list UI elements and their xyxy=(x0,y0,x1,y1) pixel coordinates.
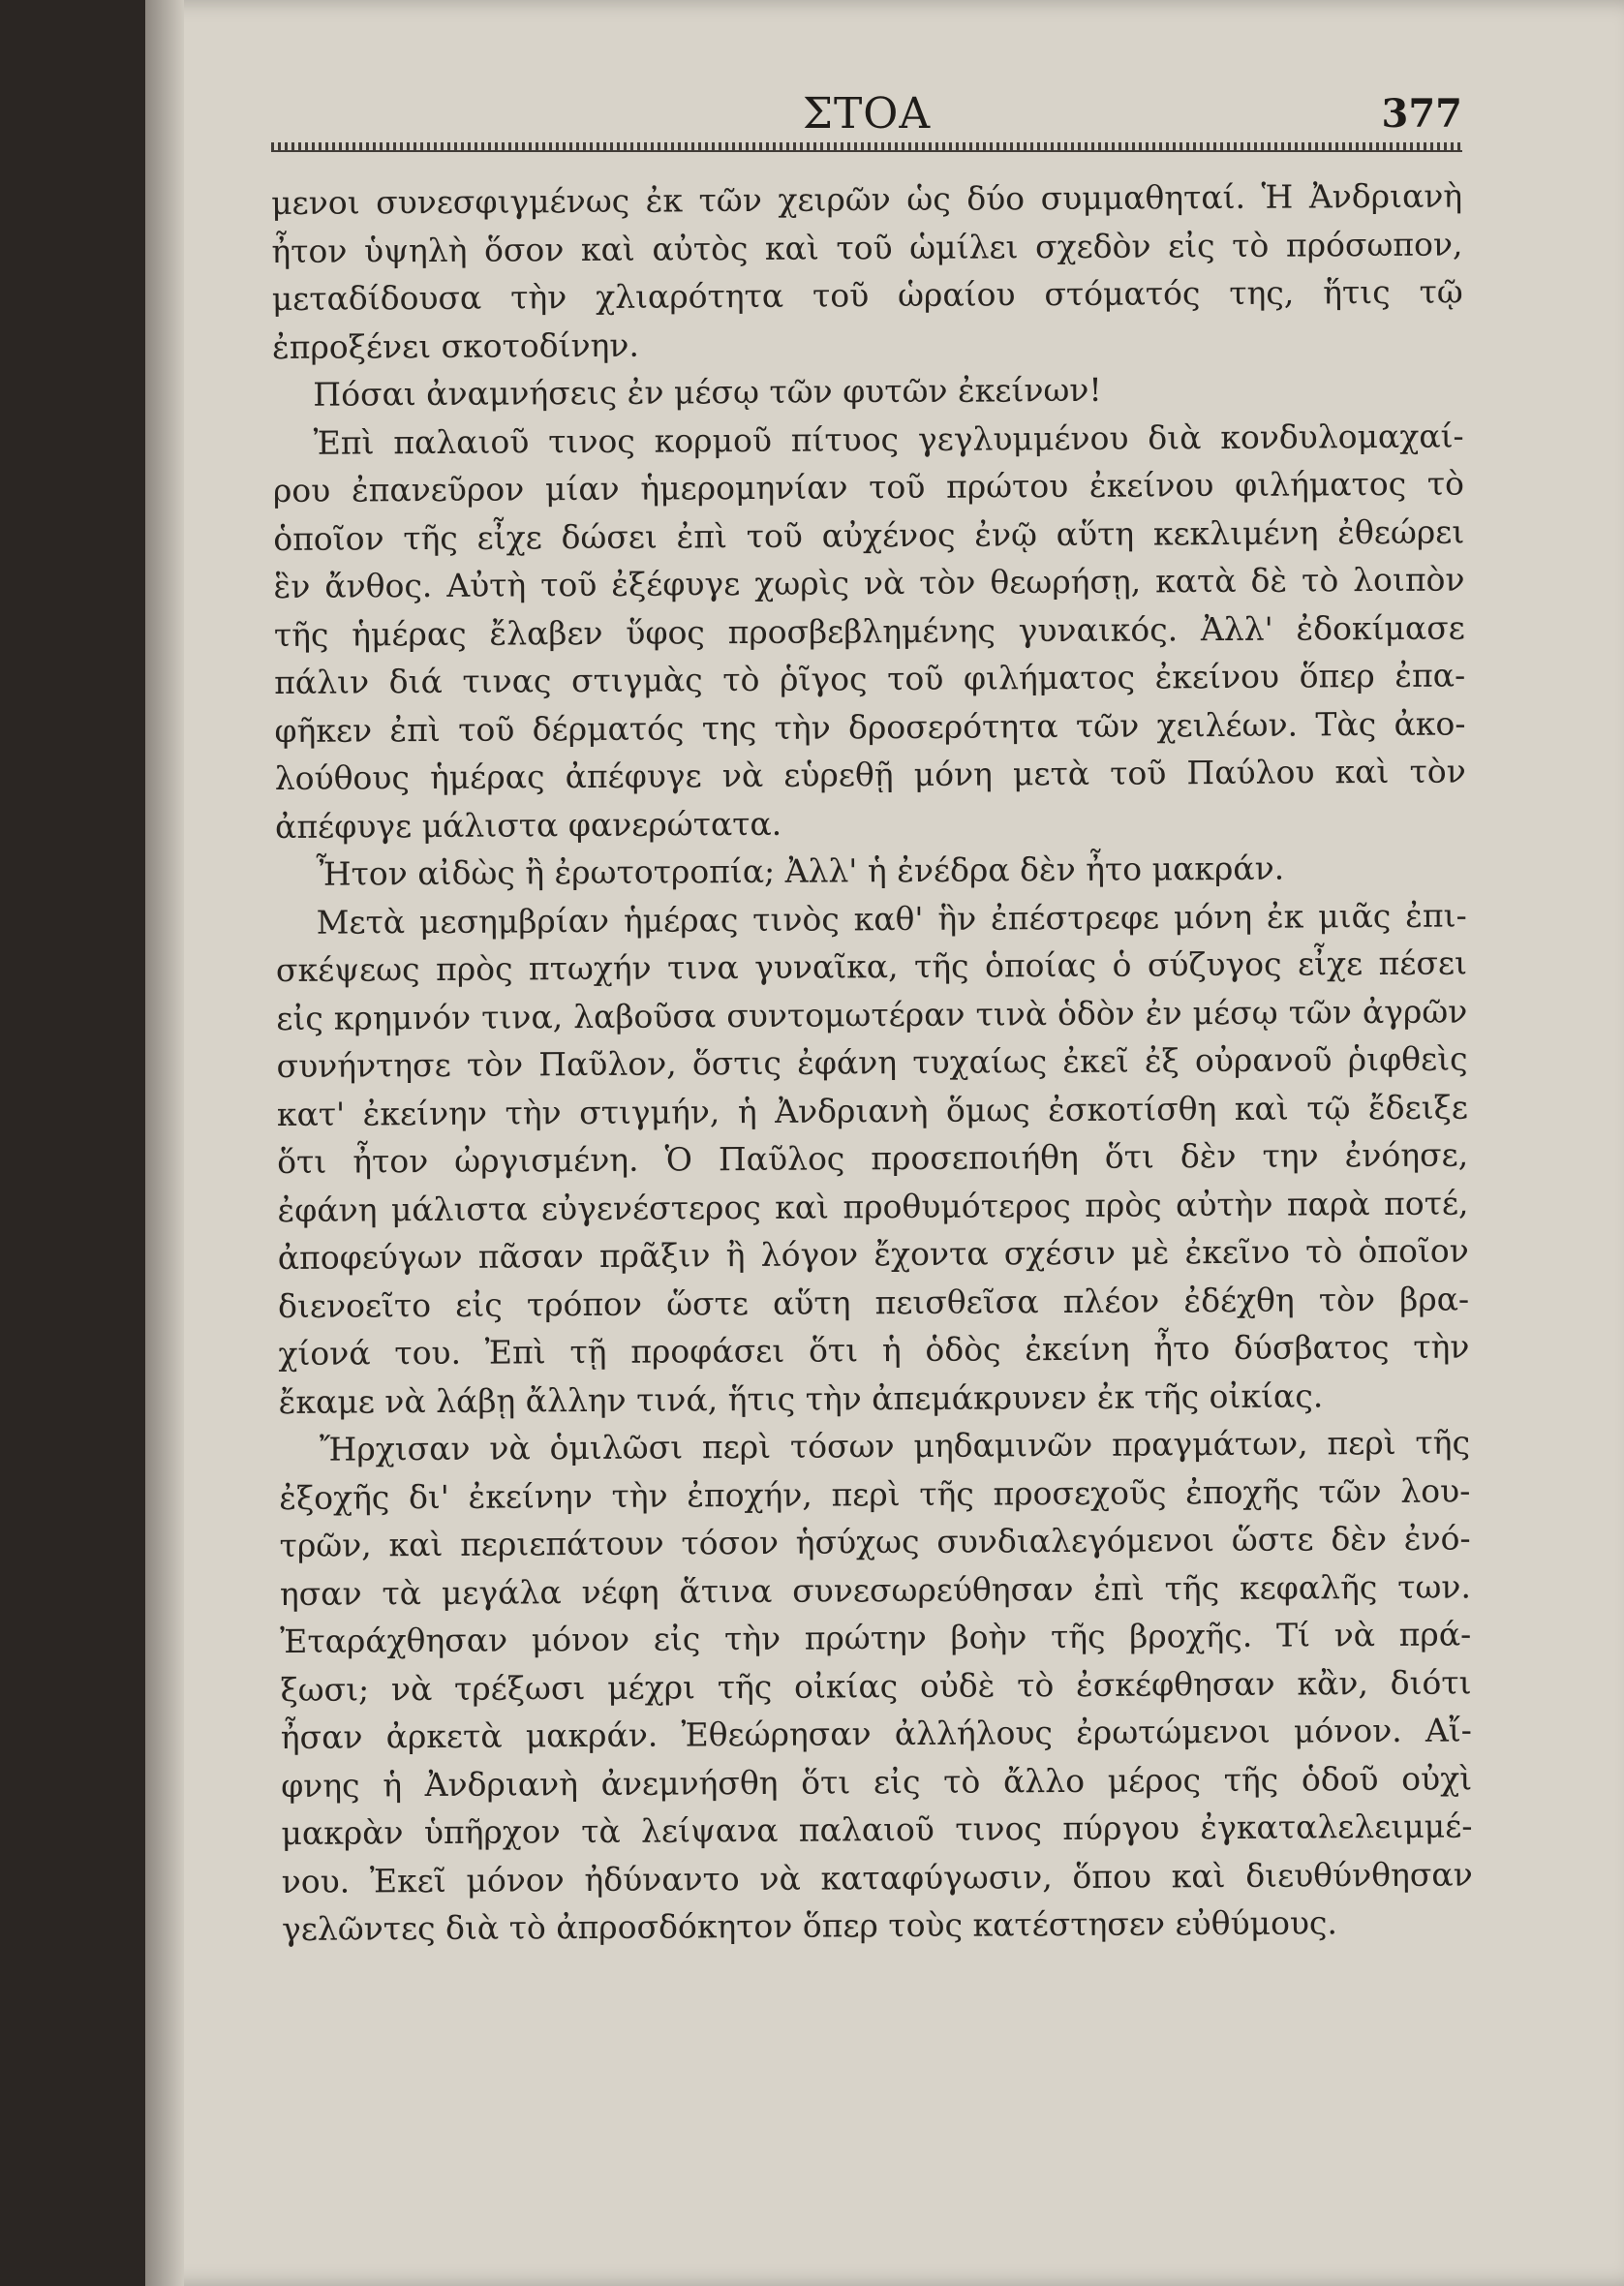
text-line: φνης ἡ Ἀνδριανὴ ἀνεμνήσθη ὅτι εἰς τὸ ἄλλο μέρος τῆς ὁδοῦ οὐχὶ xyxy=(281,1758,1473,1805)
text-line: ὅτι ἦτον ὠργισμένη. Ὁ Παῦλος προσεποιήθη ὅτι δὲν την ἐνόησε, xyxy=(277,1135,1469,1181)
text-line: ἔκαμε νὰ λάβῃ ἄλλην τινά, ἥτις τὴν ἀπεμάκρυνεν ἐκ τῆς οἰκίας. xyxy=(278,1375,1324,1421)
page-number: 377 xyxy=(1381,91,1462,137)
text-line: Ἐταράχθησαν μόνον εἰς τὴν πρώτην βοὴν τῆς βροχῆς. Τί νὰ πρά- xyxy=(280,1615,1472,1660)
body-text xyxy=(271,171,1473,1953)
text-line: σκέψεως πρὸς πτωχήν τινα γυναῖκα, τῆς ὁποίας ὁ σύζυγος εἶχε πέσει xyxy=(275,943,1468,989)
text-line: ξωσι; νὰ τρέξωσι μέχρι τῆς οἰκίας οὐδὲ τὸ ἐσκέφθησαν κἂν, διότι xyxy=(280,1662,1472,1709)
text-line: ὁποῖον τῆς εἶχε δώσει ἐπὶ τοῦ αὐχένος ἐνῷ αὕτη κεκλιμένη ἐθεώρει xyxy=(273,511,1465,558)
text-line: ἦτον ὑψηλὴ ὅσον καὶ αὐτὸς καὶ τοῦ ὡμίλει σχεδὸν εἰς τὸ πρόσωπον, xyxy=(271,224,1463,270)
text-line: μεταδίδουσα τὴν χλιαρότητα τοῦ ὡραίου στόματός της, ἥτις τῷ xyxy=(271,272,1463,318)
text-line: χίονά του. Ἐπὶ τῇ προφάσει ὅτι ἡ ὁδὸς ἐκείνη ἦτο δύσβατος τὴν xyxy=(278,1327,1470,1373)
text-line: γελῶντες διὰ τὸ ἀπροσδόκητον ὅπερ τοὺς κατέστησεν εὐθύμους. xyxy=(281,1903,1338,1948)
text-line: τῆς ἡμέρας ἔλαβεν ὕφος προσβεβλημένης γυναικός. Ἀλλ' ἐδοκίμασε xyxy=(273,607,1465,654)
text-line: πάλιν διά τινας στιγμὰς τὸ ῥῖγος τοῦ φιλήματος ἐκείνου ὅπερ ἐπα- xyxy=(274,656,1466,701)
text-line: ἐπροξένει σκοτοδίνην. xyxy=(271,325,640,366)
page-binding-edge xyxy=(145,0,184,2286)
text-line: Πόσαι ἀναμνήσεις ἐν μέσῳ τῶν φυτῶν ἐκείνων! xyxy=(313,370,1102,414)
running-header xyxy=(271,89,1462,147)
text-line: φῆκεν ἐπὶ τοῦ δέρματός της τὴν δροσερότητα τῶν χειλέων. Τὰς ἀκο- xyxy=(274,703,1466,750)
text-line: Ἤρχισαν νὰ ὁμιλῶσι περὶ τόσων μηδαμινῶν πραγμάτων, περὶ τῆς xyxy=(319,1423,1471,1468)
text-line: ρου ἐπανεῦρον μίαν ἡμερομηνίαν τοῦ πρώτου ἐκείνου φιλήματος τὸ xyxy=(272,464,1465,510)
text-line: ἐξοχῆς δι' ἐκείνην τὴν ἐποχήν, περὶ τῆς προσεχοῦς ἐποχῆς τῶν λου- xyxy=(279,1470,1471,1517)
text-line: ἦσαν ἀρκετὰ μακράν. Ἐθεώρησαν ἀλλήλους ἐρωτώμενοι μόνον. Αἴ- xyxy=(280,1711,1472,1756)
text-line: ἀπέφυγε μάλιστα φανερώτατα. xyxy=(274,804,782,846)
text-line: διενοεῖτο εἰς τρόπον ὥστε αὕτη πεισθεῖσα πλέον ἐδέχθη τὸν βρα- xyxy=(277,1279,1470,1325)
text-line: ἓν ἄνθος. Αὐτὴ τοῦ ἐξέφυγε χωρὶς νὰ τὸν θεωρήσῃ, κατὰ δὲ τὸ λοιπὸν xyxy=(273,560,1465,605)
text-line: Μετὰ μεσημβρίαν ἡμέρας τινὸς καθ' ἣν ἐπέστρεφε μόνη ἐκ μιᾶς ἐπι- xyxy=(316,895,1467,942)
text-line: Ἦτον αἰδὼς ἢ ἐρωτοτροπία; Ἀλλ' ἡ ἐνέδρα δὲν ἦτο μακράν. xyxy=(316,849,1285,893)
header-rule xyxy=(271,142,1462,152)
text-line: νου. Ἐκεῖ μόνον ἠδύναντο νὰ καταφύγωσιν, ὅπου καὶ διευθύνθησαν xyxy=(281,1854,1473,1900)
text-line: εἰς κρημνόν τινα, λαβοῦσα συντομωτέραν τινὰ ὁδὸν ἐν μέσῳ τῶν ἀγρῶν xyxy=(276,991,1468,1037)
text-line: τρῶν, καὶ περιεπάτουν τόσον ἡσύχως συνδιαλεγόμενοι ὥστε δὲν ἐνό- xyxy=(279,1519,1471,1564)
text-line: ησαν τὰ μεγάλα νέφη ἅτινα συνεσωρεύθησαν ἐπὶ τῆς κεφαλῆς των. xyxy=(279,1566,1472,1613)
text-line: ἐφάνη μάλιστα εὐγενέστερος καὶ προθυμότερος πρὸς αὐτὴν παρὰ ποτέ, xyxy=(277,1183,1469,1229)
text-line: Ἐπὶ παλαιοῦ τινος κορμοῦ πίτυος γεγλυμμένου διὰ κονδυλομαχαί- xyxy=(313,416,1464,462)
book-page xyxy=(145,0,1624,2286)
running-title: ΣΤΟΑ xyxy=(802,89,932,139)
text-line: συνήντησε τὸν Παῦλον, ὅστις ἐφάνη τυχαίως ἐκεῖ ἐξ οὐρανοῦ ῥιφθεὶς xyxy=(276,1039,1468,1085)
text-line: λούθους ἡμέρας ἀπέφυγε νὰ εὑρεθῇ μόνη μετὰ τοῦ Παύλου καὶ τὸν xyxy=(274,752,1466,797)
text-line: κατ' ἐκείνην τὴν στιγμήν, ἡ Ἀνδριανὴ ὅμως ἐσκοτίσθη καὶ τῷ ἔδειξε xyxy=(276,1087,1468,1133)
text-line: μενοι συνεσφιγμένως ἐκ τῶν χειρῶν ὡς δύο συμμαθηταί. Ἡ Ἀνδριανὴ xyxy=(271,176,1463,222)
text-line: μακρὰν ὑπῆρχον τὰ λείψανα παλαιοῦ τινος πύργου ἐγκαταλελειμμέ- xyxy=(281,1807,1473,1852)
text-line: ἀποφεύγων πᾶσαν πρᾶξιν ἢ λόγον ἔχοντα σχέσιν μὲ ἐκεῖνο τὸ ὁποῖον xyxy=(277,1231,1469,1277)
